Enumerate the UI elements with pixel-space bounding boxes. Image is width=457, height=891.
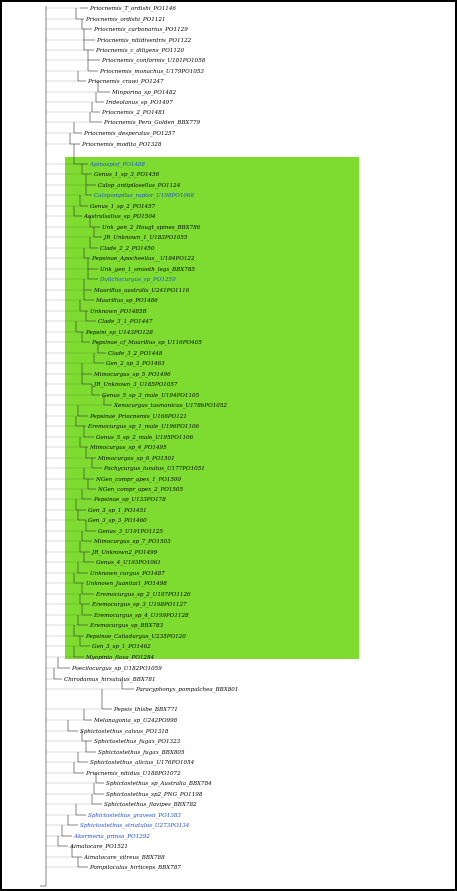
tip-label: Pachycurgus_lunatus_U177PO1051 <box>104 466 205 472</box>
tip-label: Mimocurgus_sp_5_PO1496 <box>94 372 171 378</box>
tip-label: Genus_1_sp_2_PO1457 <box>90 204 156 210</box>
tip-label: Eremocurgus_sp_4_U199PO1128 <box>94 613 189 619</box>
tip-label: Mimocurgus_sp_7_PO1503 <box>94 539 171 545</box>
tip-label: Pepsini_sp_U143PO128 <box>86 330 153 336</box>
tip-label: Gen_3_sp_3_PO1460 <box>88 518 147 524</box>
tip-label: Paracyphonyx_pompalchea_BBX801 <box>136 687 239 693</box>
tip-label: Unk_gen_2_Hougt_spines_BBX786 <box>102 225 201 231</box>
tip-label: Priocnemis_nitidus_U188PO1072 <box>86 771 181 777</box>
tip-label: Xenocurgus_tasmanicus_U178bPO1052 <box>114 403 227 409</box>
tip-label: Clade_2_2_PO1450 <box>100 246 155 252</box>
tip-label: Eremocurgus_sp_3_U198PO1127 <box>92 602 187 608</box>
tip-label: JR_Unknown_3_U185PO1057 <box>94 382 178 388</box>
tip-label: Priocnemis_carbonarius_PO1129 <box>94 27 188 33</box>
tip-label: NGen_compr_apex_2_PO1505 <box>98 487 184 493</box>
tip-label: Australsalius_sp_PO1504 <box>84 214 156 220</box>
tip-label: Pepsinae_cf_Maurillus_sp_U116PO405 <box>92 340 202 346</box>
tip-label: Calop_antipilosellus_PO1124 <box>98 183 181 189</box>
tip-label: Priocnemis_conformis_U181PO1058 <box>102 58 206 64</box>
tip-label: Poecilocurgus_sp_U182PO1059 <box>72 666 162 672</box>
tip-label: Irideolanus_sp_PO1497 <box>106 100 173 106</box>
tip-label: Genus_5_sp_2_male_U195PO1106 <box>96 435 194 441</box>
tip-label: Maurillus_australis_U241PO1116 <box>94 288 190 294</box>
tip-label: Sphictostethus_calvus_PO1318 <box>80 729 169 735</box>
tip-label: Genus_1_sp_3_PO1456 <box>94 172 160 178</box>
tip-label: Unk_gen_1_smooth_legs_BBX785 <box>100 267 195 273</box>
tip-label: Clade_3_2_PO1448 <box>108 351 163 357</box>
tip-label: Priocnemis_ordishi_PO1121 <box>86 17 166 23</box>
tip-label: Unknown_Juanitai1_PO1498 <box>86 581 167 587</box>
tip-label: Aimatocare_PO1521 <box>70 844 128 850</box>
tip-label: Sphictostethus_striatulus_U273PO134 <box>80 823 190 829</box>
tip-label: Chirodamus_hirsutulus_BBX781 <box>64 677 156 683</box>
tip-label: Priocnemis_Peru_Golden_BBX779 <box>104 120 201 126</box>
tip-label: Gen_3_sp_1_PO1451 <box>88 508 147 514</box>
tip-label: Maurillus_sp_PO1486 <box>96 298 158 304</box>
tip-label: Eremocurgus_sp_1_male_U196PO1106 <box>88 424 200 430</box>
tip-label: Sphictostethus_alicius_U176PO1054 <box>90 760 195 766</box>
tip-label: Mimocurgus_sp_4_PO1495 <box>90 445 167 451</box>
tip-label: Myopinia_flava_PO1284 <box>86 655 155 661</box>
tip-label: Priocnemis_modita_PO1328 <box>82 142 162 148</box>
tip-label: Sphictostethus_sp2_PNG_PO1198 <box>106 792 203 798</box>
phylogenetic-tree <box>2 2 455 889</box>
tip-label: Eremocurgus_sp_2_U197PO1126 <box>96 592 191 598</box>
tip-label: NGen_compr_apex_1_PO1500 <box>96 477 182 483</box>
tip-label: Mimocurgus_sp_6_PO1501 <box>98 456 175 462</box>
tip-label: Priocnemis_desperatus_PO1257 <box>84 131 176 137</box>
tip-label: Eremocurgus_sp_BBX783 <box>90 623 164 629</box>
tip-label: Pepsinae_Apocheelius__U184PO122 <box>92 256 195 262</box>
tip-label: Gen_2_sp_3_PO1463 <box>106 361 165 367</box>
tip-label: Priocnemis_2_PO1481 <box>102 110 166 116</box>
tip-label: Dolichocurgus_sp_PO1259 <box>100 277 176 283</box>
tip-label: Gen_3_sp_1_PO1462 <box>92 644 151 650</box>
tip-label: Priocnemis_c_diligens_PO1120 <box>96 48 185 54</box>
tip-label: Pepsinae_sp_U133PO178 <box>94 497 166 503</box>
tip-label: Sphictostethus_fugax_BBX805 <box>98 750 185 756</box>
tip-label: Clade_3_1_PO1447 <box>98 319 153 325</box>
tip-label: Aimatocare_vitreus_BBX788 <box>84 855 165 861</box>
tip-label: JR_Unknown2_PO1499 <box>92 550 158 556</box>
tip-label: Sphictostethus_sp_Australia_BBX784 <box>106 781 212 787</box>
tip-label: Sphictostethus_gravesii_PO1383 <box>88 813 181 819</box>
tip-label: Sphictostethus_flavipes_BBX782 <box>104 802 197 808</box>
tip-label: Pompilocalus_hirticeps_BBX787 <box>90 865 181 871</box>
tip-label: Genus_3_U191PO1125 <box>98 529 163 535</box>
tip-label: Priocnemis_crawi_PO1247 <box>88 79 164 85</box>
tip-label: Pepsis_thisbe_BBX771 <box>114 707 178 713</box>
tip-label: Minporina_sp_PO1482 <box>112 90 177 96</box>
tip-label: Genus_5_sp_3_male_U194PO1105 <box>102 393 200 399</box>
tip-label: Unknown_PO1485B <box>90 309 147 315</box>
tip-label: Priocnemis_monachus_U179PO1053 <box>100 69 204 75</box>
tip-label: Apinaspisf_PO1488 <box>90 162 145 168</box>
tip-label: Pepsinae_Caliadurgus_U235PO120 <box>86 634 186 640</box>
tip-label: Priocnemis_T_ordishi_PO1146 <box>90 6 176 12</box>
tip-label: Calopompilus_raptor_U198PO1068 <box>94 193 195 199</box>
tip-label: Pepsinae_Priocnemis_U166PO121 <box>90 414 187 420</box>
tip-label: JR_Unknown_1_U183PO1055 <box>104 235 188 241</box>
tip-label: Genus_4_U193PO1061 <box>96 560 161 566</box>
tip-label: Unknown_curgus_PO1487 <box>90 571 165 577</box>
tip-label: Priocnemis_nitidiventris_PO1122 <box>97 38 192 44</box>
tip-label: Akermeria_prinsa_PO1292 <box>74 834 150 840</box>
tip-label: Melanagonia_sp_U242PO998 <box>94 718 178 724</box>
tip-label: Sphictostethus_fugax_PO1323 <box>94 739 181 745</box>
